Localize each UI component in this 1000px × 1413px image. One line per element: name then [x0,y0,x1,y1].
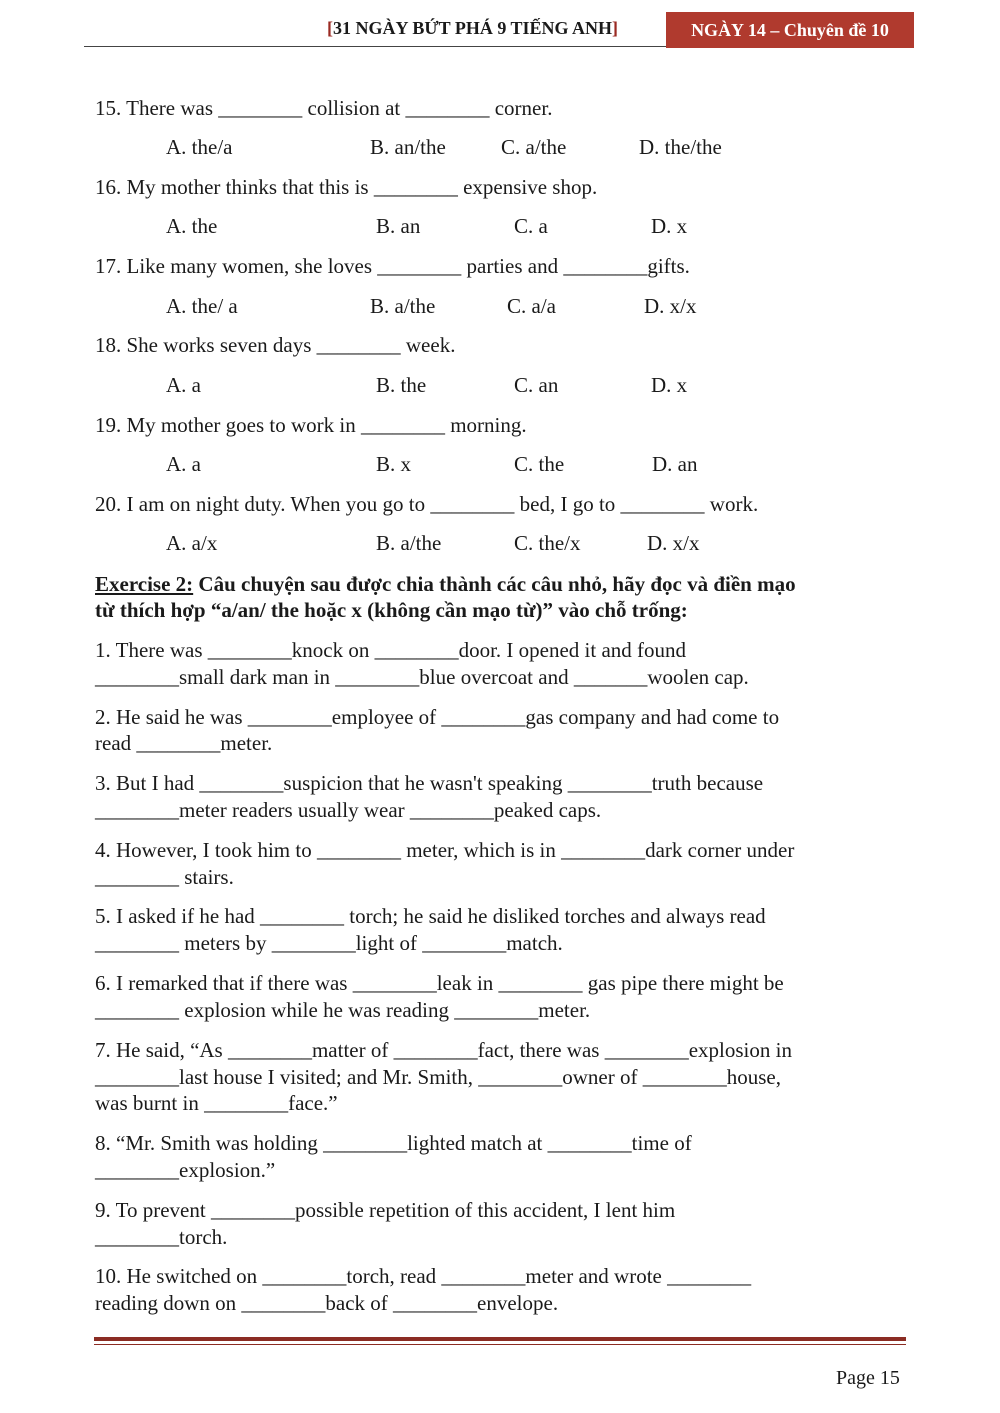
option-a: A. a/x [166,531,218,555]
exercise-2-item: 3. But I had ________suspicion that he wasn't speaking ________truth because [95,771,764,795]
footer-divider-thick [94,1337,906,1341]
option-c: C. an [514,373,559,397]
question-text: 20. I am on night duty. When you go to ________ bed, I go to ________ work. [95,492,759,516]
option-b: B. x [376,452,412,476]
exercise-2-instruction: Câu chuyện sau được chia thành các câu nhỏ, hãy đọc và điền mạo [193,572,796,596]
exercise-2-item: 4. However, I took him to ________ meter, which is in ________dark corner under [95,838,795,862]
exercise-2-item: 10. He switched on ________torch, read ________meter and wrote ________ [95,1264,752,1288]
exercise-2-item-continued: ________meter readers usually wear ________peaked caps. [95,798,602,822]
option-b: B. an/the [370,135,446,159]
exercise-2-item-continued: ________last house I visited; and Mr. Smith, ________owner of ________house, [95,1065,781,1089]
option-d: D. an [652,452,698,476]
question-text: 17. Like many women, she loves ________ parties and ________gifts. [95,254,690,278]
exercise-2-item: 5. I asked if he had ________ torch; he said he disliked torches and always read [95,904,766,928]
option-d: D. x/x [644,294,697,318]
question-text: 15. There was ________ collision at ________ corner. [95,96,553,120]
exercise-2-item: 2. He said he was ________employee of ________gas company and had come to [95,705,780,729]
exercise-2-instruction-line2: từ thích hợp “a/an/ the hoặc x (không cần mạo từ)” vào chỗ trống: [95,598,688,622]
exercise-2-label: Exercise 2: [95,572,194,596]
footer-divider-thin [94,1344,906,1345]
option-d: D. x [651,214,688,238]
header-day-badge: NGÀY 14 – Chuyên đề 10 [666,12,914,48]
option-c: C. a [514,214,548,238]
option-c: C. a/a [507,294,556,318]
exercise-2-item-continued: ________torch. [95,1225,228,1249]
option-c: C. the [514,452,565,476]
question-text: 16. My mother thinks that this is ________ expensive shop. [95,175,598,199]
option-a: A. the/a [166,135,233,159]
header-divider [84,46,666,47]
exercise-2-item-continued: ________small dark man in ________blue overcoat and _______woolen cap. [95,665,749,689]
exercise-2-item: 6. I remarked that if there was ________leak in ________ gas pipe there might be [95,971,784,995]
option-b: B. a/the [376,531,442,555]
page-number: Page 15 [836,1367,900,1389]
exercise-2-heading [95,572,796,597]
question-text: 19. My mother goes to work in ________ morning. [95,413,527,437]
option-b: B. a/the [370,294,436,318]
option-a: A. a [166,373,201,397]
option-c: C. the/x [514,531,581,555]
exercise-2-item-continued: ________ stairs. [95,865,234,889]
exercise-2-item-continued: ________explosion.” [95,1158,276,1182]
exercise-2-item: 1. There was ________knock on ________door. I opened it and found [95,638,687,662]
option-a: A. a [166,452,201,476]
exercise-2-item: 9. To prevent ________possible repetition of this accident, I lent him [95,1198,676,1222]
option-d: D. the/the [639,135,722,159]
exercise-2-item: 8. “Mr. Smith was holding ________lighted match at ________time of [95,1131,692,1155]
exercise-2-item-continued: read ________meter. [95,731,273,755]
option-d: D. x [651,373,688,397]
option-c: C. a/the [501,135,567,159]
exercise-2-item-continued: ________ explosion while he was reading ________meter. [95,998,591,1022]
option-d: D. x/x [647,531,700,555]
option-a: A. the/ a [166,294,238,318]
question-text: 18. She works seven days ________ week. [95,333,456,357]
option-b: B. the [376,373,427,397]
exercise-2-item-continued: was burnt in ________face.” [95,1091,338,1115]
header-title: [31 NGÀY BỨT PHÁ 9 TIẾNG ANH] [327,18,619,38]
exercise-2-item: 7. He said, “As ________matter of ________fact, there was ________explosion in [95,1038,792,1062]
exercise-2-item-continued: ________ meters by ________light of ________match. [95,931,563,955]
option-a: A. the [166,214,218,238]
exercise-2-item-continued: reading down on ________back of ________envelope. [95,1291,559,1315]
option-b: B. an [376,214,421,238]
